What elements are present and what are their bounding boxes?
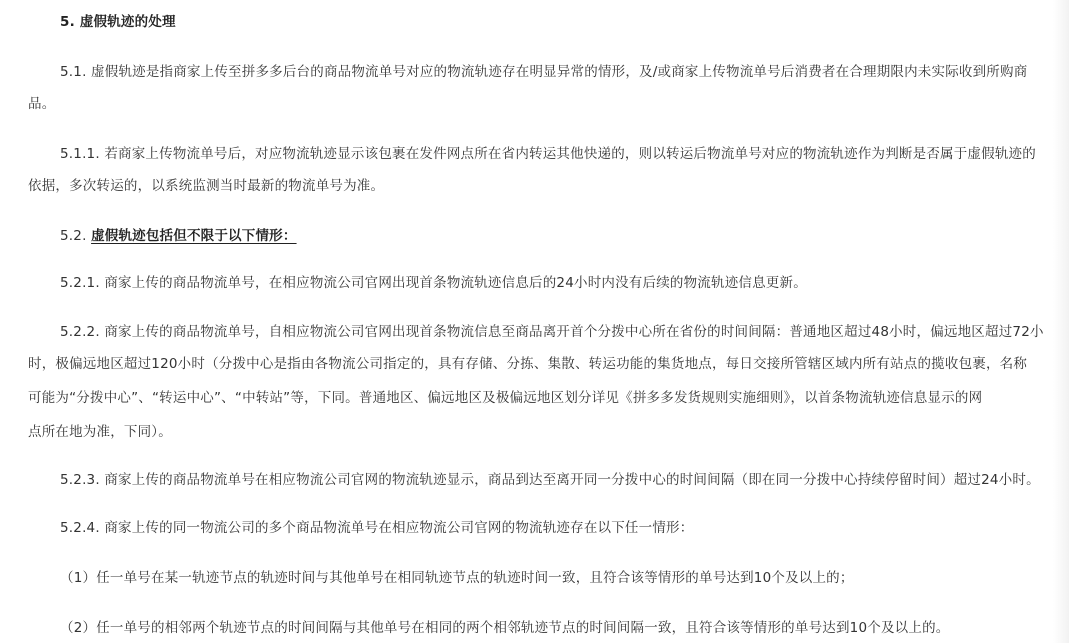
- paragraph-5-2-1: 5.2.1. 商家上传的商品物流单号，在相应物流公司官网出现首条物流轨迹信息后的24小时内没有后续的物流轨迹信息更新。: [60, 275, 807, 291]
- paragraph-5-2-number: 5.2.: [60, 228, 87, 244]
- paragraph-5-2-2-line-4: 点所在地为准，下同）。: [28, 424, 172, 440]
- paragraph-5-2-2-line-2: 时，极偏远地区超过120小时（分拨中心是指由各物流公司指定的，具有存储、分拣、集散、转运功能的集货地点，每日交接所管辖区域内所有站点的揽收包裹，名称: [28, 356, 1028, 372]
- paragraph-5-2-4: 5.2.4. 商家上传的同一物流公司的多个商品物流单号在相应物流公司官网的物流轨迹存在以下任一情形：: [60, 520, 694, 536]
- paragraph-5-1-1-line-1: 5.1.1. 若商家上传物流单号后，对应物流轨迹显示该包裹在发件网点所在省内转运其他快递的，则以转运后物流单号对应的物流轨迹作为判断是否属于虚假轨迹的: [60, 146, 1036, 162]
- right-edge-shadow: [1053, 0, 1069, 643]
- paragraph-5-2-3: 5.2.3. 商家上传的商品物流单号在相应物流公司官网的物流轨迹显示，商品到达至离开同一分拨中心的时间间隔（即在同一分拨中心持续停留时间）超过24小时。: [60, 472, 1040, 488]
- section-title: 5. 虚假轨迹的处理: [60, 14, 176, 30]
- paragraph-5-1-1-line-2: 依据，多次转运的，以系统监测当时最新的物流单号为准。: [28, 178, 385, 194]
- paragraph-5-2: [60, 226, 297, 246]
- list-item-1: （1）任一单号在某一轨迹节点的轨迹时间与其他单号在相同轨迹节点的轨迹时间一致，且符合该等情形的单号达到10个及以上的；: [60, 570, 854, 586]
- paragraph-5-1-line-1: 5.1. 虚假轨迹是指商家上传至拼多多后台的商品物流单号对应的物流轨迹存在明显异常的情形，及/或商家上传物流单号后消费者在合理期限内未实际收到所购商: [60, 64, 1028, 80]
- paragraph-5-2-2-line-3: 可能为“分拨中心”、“转运中心”、“中转站”等，下同。普通地区、偏远地区及极偏远地区划分详见《拼多多发货规则实施细则》，以首条物流轨迹信息显示的网: [28, 390, 983, 406]
- paragraph-5-2-2-line-1: 5.2.2. 商家上传的商品物流单号，自相应物流公司官网出现首条物流信息至商品离开首个分拨中心所在省份的时间间隔：普通地区超过48小时，偏远地区超过72小: [60, 324, 1044, 340]
- list-item-2: （2）任一单号的相邻两个轨迹节点的时间间隔与其他单号在相同的两个相邻轨迹节点的时间间隔一致，且符合该等情形的单号达到10个及以上的。: [60, 620, 950, 636]
- paragraph-5-1-line-2: 品。: [28, 96, 56, 112]
- paragraph-5-2-title: 虚假轨迹包括但不限于以下情形：: [91, 228, 297, 244]
